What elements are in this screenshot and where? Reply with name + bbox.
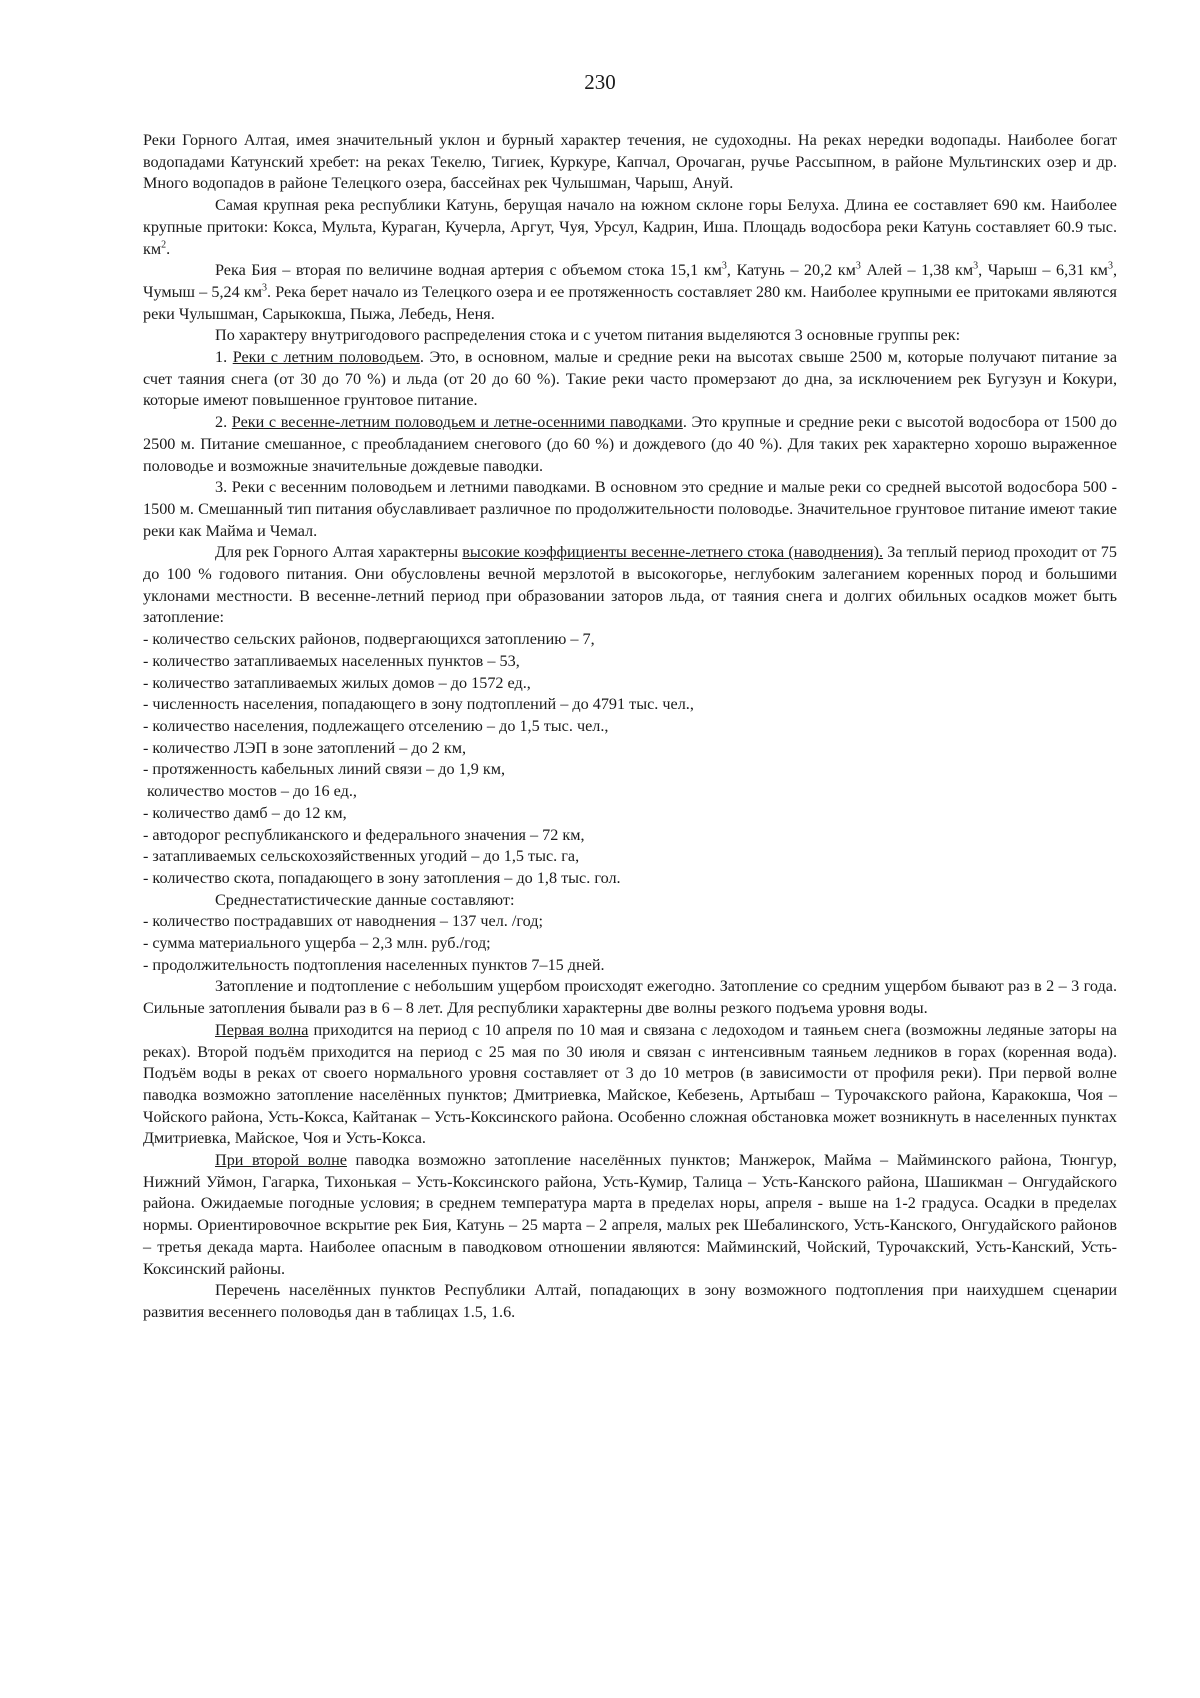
paragraph-first-wave bbox=[143, 1020, 1117, 1150]
flood-list-item: количество мостов – до 16 ед., bbox=[147, 782, 357, 801]
superscript: 3 bbox=[1107, 260, 1113, 272]
statistics-list-item: - сумма материального ущерба – 2,3 млн. руб./год; bbox=[143, 934, 491, 953]
paragraph-biya-e: , Чумыш – 5,24 км bbox=[143, 261, 1117, 301]
paragraph-biya bbox=[143, 260, 1117, 325]
flood-list-item: - количество ЛЭП в зоне затоплений – до 2 км, bbox=[143, 738, 467, 757]
paragraph-biya-a: Река Бия – вторая по величине водная артерия с объемом стока 15,1 км bbox=[215, 261, 722, 280]
statistics-list-item: - количество пострадавших от наводнения – 137 чел. /год; bbox=[143, 912, 543, 931]
paragraph-waterfalls: Реки Горного Алтая, имея значительный уклон и бурный характер течения, не судоходны. На реках нередки водопады. Наиболее богат водопадами Катунский хребет: на реках Текелю, Тигиек, Куркуре, Капчал, Орочаган, ручье Рассыпном, в районе Мультинских озер и др. Много водопадов в районе Телецкого озера, бассейнах рек Чулышман, Чарыш, Ануй. bbox=[143, 131, 1117, 193]
first-wave-label: Первая волна bbox=[215, 1020, 309, 1039]
second-wave-label: При второй волне bbox=[215, 1151, 347, 1170]
flood-list-item: - автодорог республиканского и федерального значения – 72 км, bbox=[143, 825, 585, 844]
paragraph-flood-underlined: высокие коэффициенты весенне-летнего стока (наводнения). bbox=[462, 543, 884, 562]
second-wave-text: паводка возможно затопление населённых пунктов; Манжерок, Майма – Майминского района, Тюнгур, Нижний Уймон, Гагарка, Тихонькая – Усть-Коксинского района, Усть-Кумир, Талица – Усть-Канского района, Шашикман – Онгудайского района. Ожидаемые погодные условия; в среднем температура марта в пределах норы, апреля - выше на 1-2 градуса. Осадки в пределах нормы. Ориентировочное вскрытие рек Бия, Катунь – 25 марта – 2 апреля, малых рек Шебалинского, Усть-Канского, Онгудайского районов – третья декада марта. Наиболее опасным в паводковом отношении являются: Майминский, Чойский, Турочакский, Усть-Канский, Усть-Коксинский районы. bbox=[143, 1151, 1117, 1278]
flood-list-item: - количество скота, попадающего в зону затопления – до 1,8 тыс. гол. bbox=[143, 868, 621, 887]
paragraph-biya-b: , Катунь – 20,2 км bbox=[726, 261, 856, 280]
paragraph-katun bbox=[143, 195, 1117, 260]
flood-list-item: - количество населения, подлежащего отселению – до 1,5 тыс. чел., bbox=[143, 716, 609, 735]
river-group-2 bbox=[143, 412, 1117, 477]
paragraph-biya-c: Алей – 1,38 км bbox=[860, 261, 974, 280]
river-group-2-title: Реки с весенне-летним половодьем и летне-осенними паводками bbox=[231, 413, 683, 432]
document-body bbox=[143, 130, 1117, 1324]
flood-list-item: - численность населения, попадающего в зону подтоплений – до 4791 тыс. чел., bbox=[143, 695, 694, 714]
superscript: 3 bbox=[855, 260, 861, 272]
paragraph-flood-a: Для рек Горного Алтая характерны bbox=[215, 543, 463, 562]
flood-list-item: - количество затапливаемых населенных пунктов – 53, bbox=[143, 651, 520, 670]
flood-list-item: - затапливаемых сельскохозяйственных угодий – до 1,5 тыс. га, bbox=[143, 847, 580, 866]
paragraph-katun-text: Самая крупная река республики Катунь, берущая начало на южном склоне горы Белуха. Длина ее составляет 690 км. Наиболее крупные притоки: Кокса, Мульта, Кураган, Кучерла, Аргут, Чуя, Урсул, Кадрин, Иша. Площадь водосбора реки Катунь составляет 60.9 тыс. км bbox=[143, 196, 1117, 258]
paragraph-flood-frequency: Затопление и подтопление с небольшим ущербом происходят ежегодно. Затопление со средним ущербом бывают раз в 2 – 3 года. Сильные затопления бывали раз в 6 – 8 лет. Для республики характерны две волны резкого подъема уровня воды. bbox=[143, 977, 1117, 1018]
first-wave-text: приходится на период с 10 апреля по 10 мая и связана с ледоходом и таяньем снега (возможны ледяные заторы на реках). Второй подъём приходится на период с 25 мая по 30 июля и связан с интенсивным таяньем ледников в горах (коренная вода). Подъём воды в реках от своего нормального уровня составляет от 3 до 10 метров (в зависимости от профиля реки). При первой волне паводка возможно затопление населённых пунктов; Дмитриевка, Майское, Кебезень, Артыбаш – Турочакского района, Каракокша, Чоя – Чойского района, Усть-Кокса, Кайтанак – Усть-Коксинского района. Особенно сложная обстановка может возникнуть в населенных пунктах Дмитриевка, Майское, Чоя и Усть-Кокса. bbox=[143, 1020, 1117, 1148]
paragraph-flood-coefficients bbox=[143, 542, 1117, 629]
flood-list-item: - количество дамб – до 12 км, bbox=[143, 803, 347, 822]
paragraph-katun-end: . bbox=[166, 239, 171, 258]
superscript: 3 bbox=[973, 260, 979, 272]
statistics-list-item: - продолжительность подтопления населенных пунктов 7–15 дней. bbox=[143, 955, 605, 974]
river-group-2-text: . Это крупные и средние реки с высотой водосбора от 1500 до 2500 м. Питание смешанное, с преобладанием снегового (до 60 %) и дождевого (до 40 %). Для таких рек характерно хорошо выраженное половодье и возможные значительные дождевые паводки. bbox=[143, 413, 1118, 475]
flood-list-item: - протяженность кабельных линий связи – до 1,9 км, bbox=[143, 760, 506, 779]
paragraph-biya-f: . Река берет начало из Телецкого озера и ее протяженность составляет 280 км. Наиболее крупными ее притоками являются реки Чулышман, Сарыкокша, Пыжа, Лебедь, Неня. bbox=[143, 282, 1117, 323]
flood-list-item: - количество затапливаемых жилых домов – до 1572 ед., bbox=[143, 673, 531, 692]
superscript: 2 bbox=[161, 239, 167, 251]
paragraph-flood-b: За теплый период проходит от 75 до 100 % годового питания. Они обусловлены вечной мерзлотой в высокогорье, неглубоким залеганием коренных пород и большими уклонами местности. В весенне-летний период при образовании заторов льда, от таяния снега и долгих обильных осадков может быть затопление: bbox=[143, 543, 1117, 627]
river-group-1-text: . Это, в основном, малые и средние реки на высотах свыше 2500 м, которые получают питание за счет таяния снега (от 30 до 70 %) и льда (от 20 до 60 %). Такие реки часто промерзают до дна, за исключением рек Бугузун и Кокури, которые имеют повышенное грунтовое питание. bbox=[143, 348, 1118, 410]
paragraph-river-groups-intro: По характеру внутригодового распределения стока и с учетом питания выделяются 3 основные группы рек: bbox=[215, 326, 961, 345]
superscript: 3 bbox=[721, 260, 727, 272]
river-group-3: 3. Реки с весенним половодьем и летними паводками. В основном это средние и малые реки со средней высотой водосбора 500 - 1500 м. Смешанный тип питания обуславливает различное по продолжительности половодье. Значительное грунтовое питание имеют такие реки как Майма и Чемал. bbox=[143, 478, 1117, 540]
river-group-2-num: 2. bbox=[215, 413, 232, 432]
paragraph-biya-d: , Чарыш – 6,31 км bbox=[978, 261, 1108, 280]
paragraph-second-wave bbox=[143, 1150, 1117, 1280]
river-group-1-title: Реки с летним половодьем bbox=[232, 348, 420, 367]
superscript: 3 bbox=[262, 282, 267, 294]
flood-list-item: - количество сельских районов, подвергающихся затоплению – 7, bbox=[143, 630, 595, 649]
river-group-1-num: 1. bbox=[215, 348, 233, 367]
river-group-1 bbox=[143, 347, 1117, 412]
paragraph-statistics-intro: Среднестатистические данные составляют: bbox=[215, 890, 515, 909]
page-number: 230 bbox=[584, 70, 616, 94]
paragraph-tables-reference: Перечень населённых пунктов Республики Алтай, попадающих в зону возможного подтопления при наихудшем сценарии развития весеннего половодья дан в таблицах 1.5, 1.6. bbox=[143, 1281, 1117, 1321]
